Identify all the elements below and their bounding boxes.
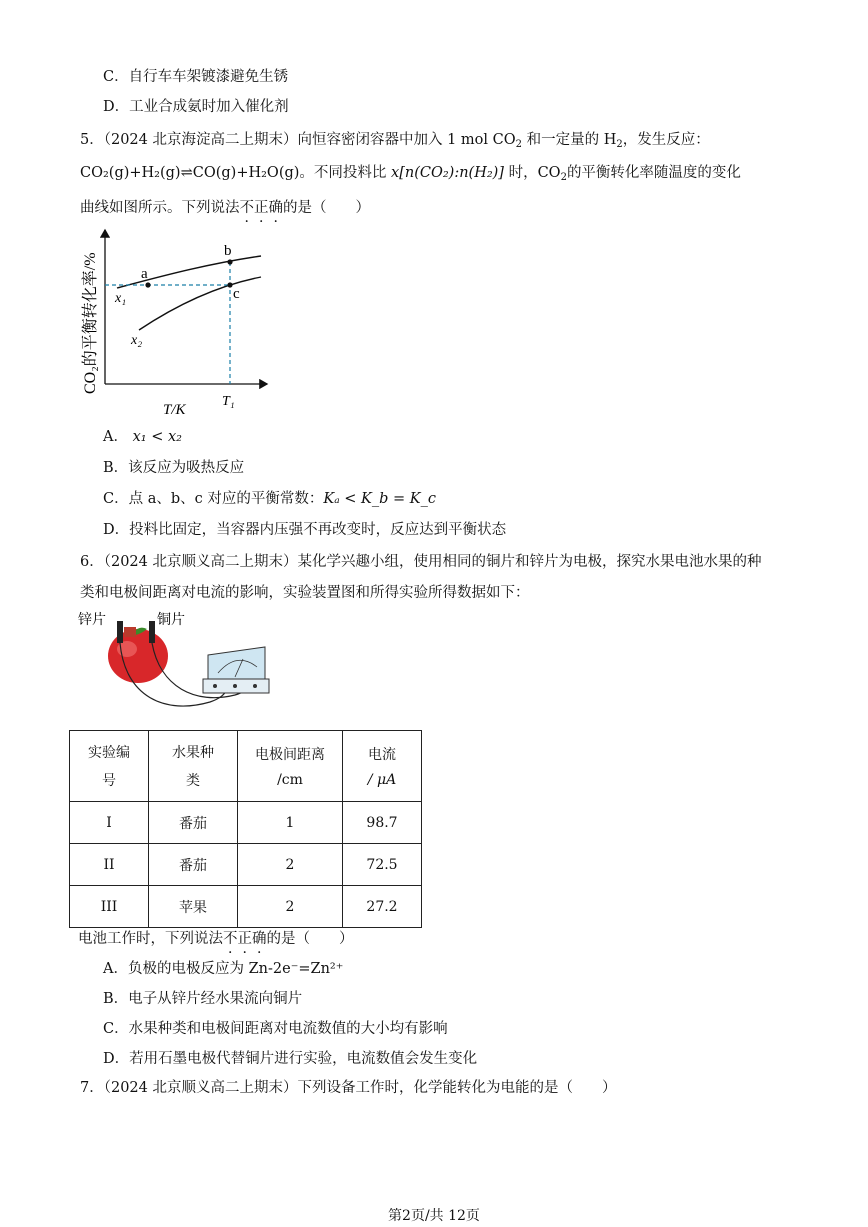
q5-option-a: A． x₁ < x₂ [103, 429, 182, 445]
q5-stem-line1: 5．（2024 北京海淀高二上期末）向恒容密闭容器中加入 1 mol $CO_2$ 和一定量的 $H_2$，发生反应： [80, 132, 710, 150]
curve-x1 [117, 256, 261, 288]
q7-stem: 7．（2024 北京顺义高二上期末）下列设备工作时，化学能转化为电能的是（ ） [80, 1080, 617, 1096]
cell: I [70, 802, 149, 844]
label-b: b [224, 243, 232, 259]
q6-option-c: C．水果种类和电极间距离对电流数值的大小均有影响 [103, 1021, 448, 1037]
point-c [227, 282, 232, 287]
label-t1: T₁ [222, 394, 235, 409]
emphasized-char: 确 [252, 931, 267, 947]
q6-stem-line2: 类和电极间距离对电流的影响，实验装置图和所得实验所得数据如下： [80, 585, 530, 601]
q5-stem-line3: 曲线如图所示。下列说法不正确的是（ ） [80, 200, 370, 216]
copper-electrode [149, 621, 155, 643]
label-x1: x₁ [115, 291, 127, 306]
emphasized-char: 不 [239, 200, 254, 216]
emphasized-char: 正 [237, 931, 252, 947]
q6-stem-line1: 6．（2024 北京顺义高二上期末）某化学兴趣小组，使用相同的铜片和锌片为电极，探究水果电池水果的种 [80, 554, 762, 570]
q5-option-b: B．该反应为吸热反应 [103, 460, 245, 476]
q5-equation: CO₂(g)+H₂(g)⇌CO(g)+H₂O(g) [80, 165, 300, 181]
q4-option-d: D．工业合成氨时加入催化剂 [103, 99, 289, 115]
experiment-data-table [69, 730, 422, 928]
label-a: a [141, 266, 148, 282]
cell: 2 [238, 886, 343, 928]
q6-option-d: D．若用石墨电极代替铜片进行实验，电流数值会发生变化 [103, 1051, 478, 1067]
cell: 98.7 [343, 802, 422, 844]
zinc-electrode [117, 621, 123, 643]
cell: 27.2 [343, 886, 422, 928]
y-axis-label: CO₂的平衡转化率/% [82, 252, 99, 394]
q5-option-d: D．投料比固定，当容器内压强不再改变时，反应达到平衡状态 [103, 522, 507, 538]
cell: 番茄 [149, 844, 238, 886]
q6-option-a: A．负极的电极反应为 Zn-2e⁻=Zn²⁺ [103, 961, 344, 977]
q5-option-c: C．点 a、b、c 对应的平衡常数：Kₐ < K_b = K_c [103, 491, 436, 507]
label-c: c [233, 286, 240, 302]
q6-question: 电池工作时，下列说法不正确的是（ ） [78, 931, 354, 947]
table-row [70, 802, 422, 844]
q6-option-b: B．电子从锌片经水果流向铜片 [103, 991, 303, 1007]
cell: 苹果 [149, 886, 238, 928]
label-x2: x₂ [131, 333, 143, 348]
table-header-row [70, 731, 422, 802]
zinc-label: 锌片 [78, 613, 106, 628]
cell: 2 [238, 844, 343, 886]
point-b [227, 259, 232, 264]
q4-option-c: C．自行车车架镀漆避免生锈 [103, 69, 289, 85]
conversion-vs-temperature-graph [75, 222, 280, 417]
cell: 1 [238, 802, 343, 844]
table-row [70, 886, 422, 928]
copper-label: 铜片 [157, 613, 185, 628]
q5-stem-line2: CO₂(g)+H₂(g)⇌CO(g)+H₂O(g)。不同投料比 x[n(CO₂):n(H₂)] 时，$CO_2$的平衡转化率随温度的变化 [80, 165, 741, 183]
cell: II [70, 844, 149, 886]
table-row [70, 844, 422, 886]
q5-ratio: x[n(CO₂):n(H₂)] [391, 165, 504, 181]
emphasized-char: 不 [223, 931, 238, 947]
header-fruit-type: 水果种 类 [149, 731, 238, 802]
cell: 番茄 [149, 802, 238, 844]
header-experiment-no: 实验编 号 [70, 731, 149, 802]
header-distance: 电极间距离 /cm [238, 731, 343, 802]
fruit-battery-apparatus [75, 607, 285, 722]
x-axis-label: T/K [163, 402, 186, 417]
ammeter-icon [203, 647, 269, 693]
header-current: 电流 / μA [343, 731, 422, 802]
emphasis-dots [240, 200, 284, 216]
point-a [145, 282, 150, 287]
cell: III [70, 886, 149, 928]
emphasized-char: 正 [254, 200, 269, 216]
cell: 72.5 [343, 844, 422, 886]
page-number: 第2页/共 12页 [388, 1208, 480, 1224]
emphasized-char: 确 [268, 200, 283, 216]
